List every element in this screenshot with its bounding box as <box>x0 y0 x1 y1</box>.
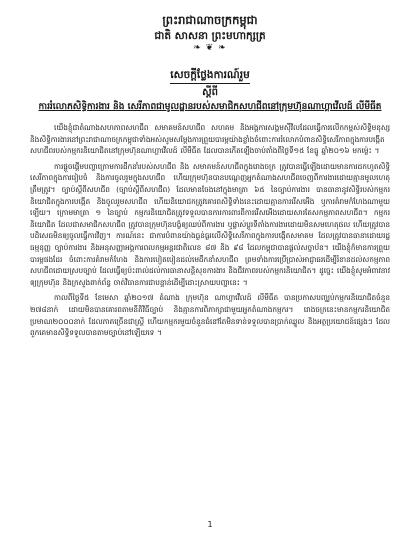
ornament-divider: ❧ ❦ ❧ <box>193 43 227 53</box>
document-body <box>30 122 390 339</box>
paragraph-2: ការផ្តួចផ្តើមបញ្ហាក្រោមការដឹកនាំរបស់សហជីព និង សមាគមន៍សហជីពក្នុងរោងចក្រ ត្រូវបានធ្វើឡើងដោយមានការដកហូតសិទ្ធិសេរីភាពក្នុងការរៀបចំ និងការចូលរួមក្នុងសហជីព ហើយក្រុមហ៊ុនបានបណ្តេញអ្នកតំណាងសហជីពចេញពីការងារដោយគ្មានមូលហេតុត្រឹមត្រូវ។ ច្បាប់ស្តីពីសហជីព (ច្បាប់ស្តីពីសហជីព) ដែលមានចែងនៅក្នុងមាត្រា ៦៥ នៃច្បាប់ការងារ បានធានានូវសិទ្ធិរបស់កម្មករ និយោជិតក្នុងការបង្កើត និងចូលរួមសហជីព ហើយនិយោជកត្រូវគោរពសិទ្ធិទាំងនេះដោយគ្មានការរើសអើង ឬការគំរាមកំហែងណាមួយឡើយ។ ក្រោមមាត្រា ១ នៃច្បាប់ កម្មករនិយោជិតត្រូវទទួលបានការការពារពីការរើសអើងដោយសារតែសកម្មភាពសហជីព។ កម្មករនិយោជិត ដែលជាសមាជិកសហជីព ត្រូវបានក្រុមហ៊ុនបង្ខំឲ្យឈប់ពីការងារ ឬផ្លាស់ប្តូរទីតាំងការងារដោយមិនសមហេតុផល ហើយត្រូវបានបដិសេធមិនឲ្យចូលធ្វើការវិញ។ ការណ៍នេះ ជាការបំពានយ៉ាងធ្ងន់ធ្ងរលើសិទ្ធិសេរីភាពក្នុងការបង្កើតសមាគម ដែលត្រូវបានធានាដោយរដ្ឋធម្មនុញ្ញ ច្បាប់ការងារ និងអនុសញ្ញាអង្គការពលកម្មអន្តរជាតិលេខ ៨៧ និង ៩៨ ដែលកម្ពុជាបានផ្តល់សច្ចាប័ន។ យើងខ្ញុំក៏មានការព្រួយបារម្ភផងដែរ ចំពោះការគំរាមកំហែង និងការបៀតបៀនដល់មេដឹកនាំសហជីព ព្រមទាំងការប្រើប្រាស់អាជ្ញាធរដើម្បីរំខានដល់សកម្មភាពសហជីពដោយស្របច្បាប់ ដែលធ្វើឲ្យប៉ះពាល់ដល់ការធានាសន្តិសុខការងារ និងជីវភាពរបស់កម្មករនិយោជិត។ ដូច្នេះ យើងខ្ញុំសូមអំពាវនាវឲ្យក្រុមហ៊ុន និងក្រសួងពាក់ព័ន្ធ ចាត់វិធានការជាបន្ទាន់ដើម្បីដោះស្រាយបញ្ហានេះ ។ <box>30 161 390 287</box>
kingdom-title: ព្រះរាជាណាចក្រកម្ពុជា <box>162 13 258 27</box>
national-motto: ជាតិ សាសនា ព្រះមហាក្សត្រ <box>154 30 266 42</box>
press-release-subject: ការរំលោភសិទ្ធិការងារ និង សេរីភាពជាមូលដ្ឋានរបស់សមាជិកសហជីពនៅក្រុមហ៊ុនណាហ្គាវើលដ៍ លីមីធីត <box>38 102 382 112</box>
press-release-heading <box>30 63 390 114</box>
paragraph-3: កាលពីថ្ងៃទី៥ ខែមេសា ឆ្នាំ២០១៧ តំណាង ក្រុមហ៊ុន ណាហ្គាវើលដ៍ លីមីធីត បានប្រកាសបញ្ឈប់កម្មករនិយោជិតចំនួន ២៧៨នាក់ ដោយមិនបានគោរពតាមនីតិវិធីច្បាប់ និងគ្មានការពិភាក្សាជាមួយអ្នកតំណាងកម្មករ។ រោងចក្រនេះមានកម្មករនិយោជិតប្រមាណ២០០០នាក់ ដែលភាគច្រើនជាស្ត្រី ហើយកម្មករមួយចំនួនធំនៅតែមិនទាន់ទទួលបានប្រាក់ឈ្នួល និងអត្ថប្រយោជន៍ផ្សេងៗ ដែលពួកគេមានសិទ្ធិទទួលបានតាមច្បាប់នៅឡើយទេ ។ <box>30 293 390 338</box>
press-release-title: សេចក្តីថ្លែងការណ៍រួម <box>170 69 249 84</box>
letterhead <box>30 12 390 53</box>
press-release-subtitle: ស្តីពី <box>202 87 218 98</box>
paragraph-1: យើងខ្ញុំជាតំណាងសហភាពសហជីព សមាគមន៍សហជីព សហគម និងអង្គការសង្គមស៊ីវិលដែលធ្វើការលើកកម្ពស់សិទ្ធិមនុស្ស និងសិទ្ធិការងារនៅព្រះរាជាណាចក្រកម្ពុជាទាំងអស់សូមសម្តែងការព្រួយបារម្ភយ៉ាងខ្លាំងចំពោះការរំលោភបំពានសិទ្ធិសេរីភាពក្នុងការបង្កើតសហជីពរបស់កម្មករនិយោជិតនៅក្រុមហ៊ុនណាហ្គាវើលដ៍ លីមីធីត ដែលបានកើតឡើងចាប់តាំងពីថ្ងៃទី១៥ ខែធ្នូ ឆ្នាំ២០១៦ មកម្ល៉េះ ។ <box>30 123 390 156</box>
page-number: 1 <box>207 520 213 529</box>
